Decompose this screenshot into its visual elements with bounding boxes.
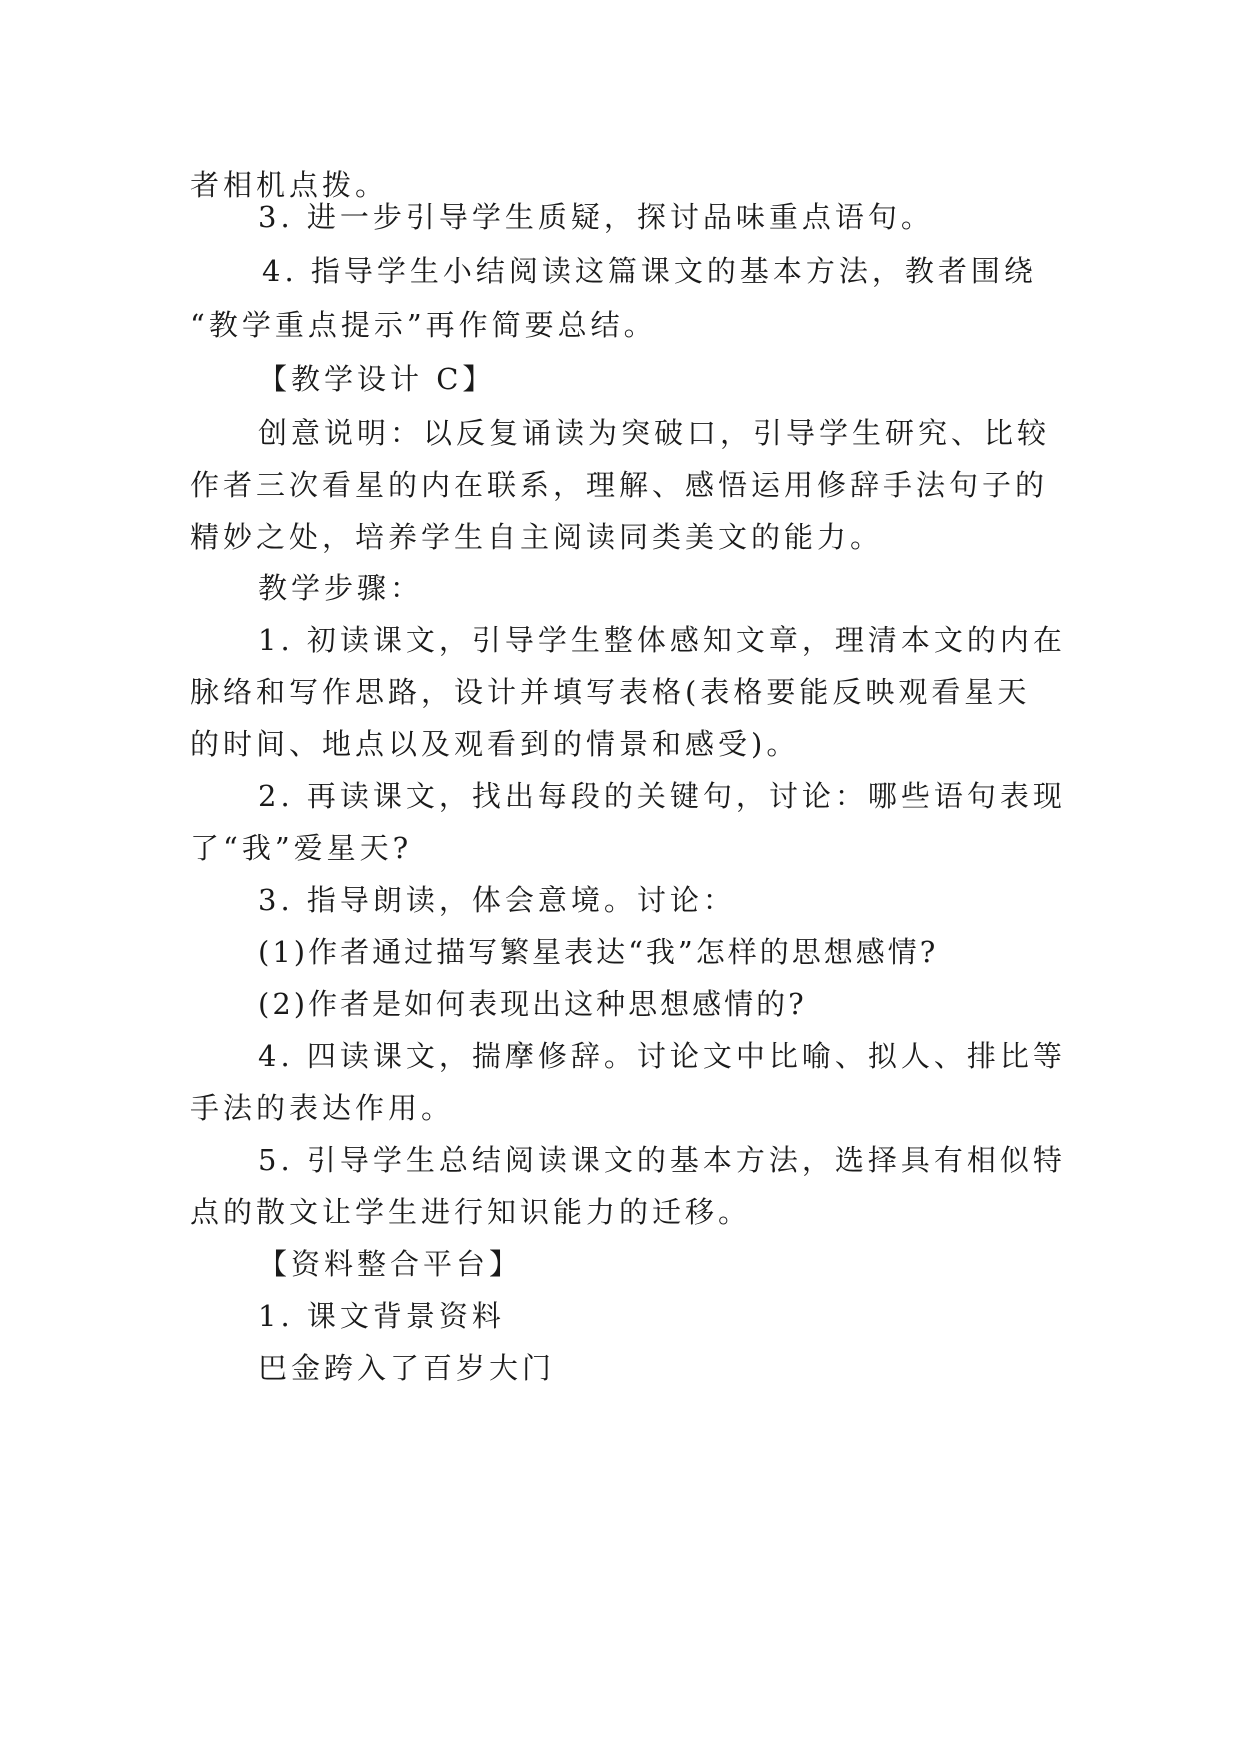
sub-item-1: (1)作者通过描写繁星表达“我”怎样的思想感情? <box>258 935 939 969</box>
list-item-5: 5. 引导学生总结阅读课文的基本方法，选择具有相似特 <box>258 1143 1066 1177</box>
text-line: “教学重点提示”再作简要总结。 <box>190 308 657 342</box>
paragraph-line: 创意说明：以反复诵读为突破口，引导学生研究、比较 <box>258 416 1051 450</box>
article-title: 巴金跨入了百岁大门 <box>258 1351 556 1385</box>
list-item-4: 4. 四读课文，揣摩修辞。讨论文中比喻、拟人、排比等 <box>258 1039 1066 1073</box>
list-item-1: 1. 课文背景资料 <box>258 1299 505 1333</box>
list-item-4: 4. 指导学生小结阅读这篇课文的基本方法，教者围绕 <box>262 254 1037 288</box>
list-item-3: 3. 进一步引导学生质疑，探讨品味重点语句。 <box>258 200 934 234</box>
section-heading-resources: 【资料整合平台】 <box>258 1247 523 1281</box>
steps-heading: 教学步骤： <box>258 571 424 605</box>
text-line: 者相机点拨。 <box>190 168 389 202</box>
paragraph-line: 精妙之处，培养学生自主阅读同类美文的能力。 <box>190 520 884 554</box>
list-item-1: 1. 初读课文，引导学生整体感知文章，理清本文的内在 <box>258 623 1066 657</box>
paragraph-line: 手法的表达作用。 <box>190 1091 455 1125</box>
section-heading-design-c: 【教学设计 C】 <box>258 362 496 396</box>
paragraph-line: 作者三次看星的内在联系，理解、感悟运用修辞手法句子的 <box>190 468 1049 502</box>
paragraph-line: 脉络和写作思路，设计并填写表格(表格要能反映观看星天 <box>190 675 1031 709</box>
sub-item-2: (2)作者是如何表现出这种思想感情的? <box>258 987 807 1021</box>
paragraph-line: 点的散文让学生进行知识能力的迁移。 <box>190 1195 752 1229</box>
paragraph-line: 的时间、地点以及观看到的情景和感受)。 <box>190 727 800 761</box>
paragraph-line: 了“我”爱星天? <box>190 831 413 865</box>
list-item-2: 2. 再读课文，找出每段的关键句，讨论：哪些语句表现 <box>258 779 1066 813</box>
list-item-3: 3. 指导朗读，体会意境。讨论： <box>258 883 736 917</box>
